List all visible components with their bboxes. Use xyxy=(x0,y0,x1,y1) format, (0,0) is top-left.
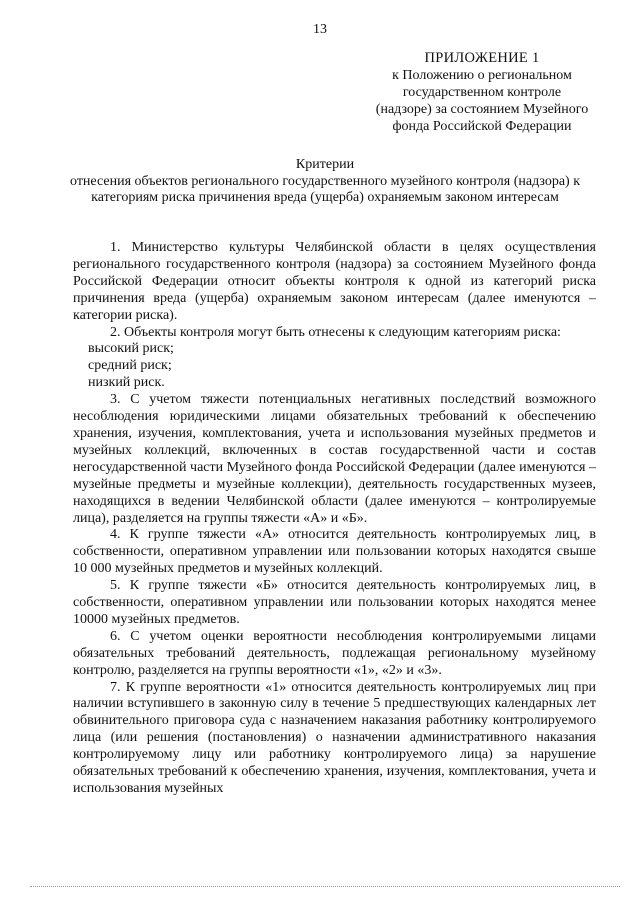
document-body xyxy=(73,240,596,798)
page-number: 13 xyxy=(313,22,327,37)
appendix-line: фонда Российской Федерации xyxy=(392,119,572,134)
criteria-subheading: отнесения объектов регионального государственного музейного контроля (надзора) к категориям риска причинения вреда (ущерба) охраняемым законом интересам xyxy=(70,173,580,205)
paragraph-6: 6. С учетом оценки вероятности несоблюдения контролируемыми лицами обязательных требований деятельность, подлежащая региональному музейному контролю, разделяется на группы вероятности «1», «2» и «3». xyxy=(73,628,596,678)
paragraph-7: 7. К группе вероятности «1» относится деятельность контролируемых лиц при наличии вступившего в законную силу в течение 5 предшествующих календарных лет обвинительного приговора суда с назначением наказания работнику контролируемого лица (или решения (постановления) о назначении административного наказания контролируемому лицу или работнику контролируемого лица) за нарушение обязательных требований к обеспечению хранения, изучения, комплектования, учета и использования музейных xyxy=(73,679,596,796)
paragraph-1: 1. Министерство культуры Челябинской области в целях осуществления регионального государственного контроля (надзора) за состоянием Музейного фонда Российской Федерации относит объекты контроля к одной из категорий риска причинения вреда (ущерба) охраняемым законом интересам (далее именуются – категории риска). xyxy=(73,240,596,323)
paragraph-2: 2. Объекты контроля могут быть отнесены к следующим категориям риска: xyxy=(110,324,561,340)
criteria-heading-block xyxy=(70,157,580,207)
paragraph-3: 3. С учетом тяжести потенциальных негативных последствий возможного несоблюдения юридическими лицами обязательных требований к обеспечению хранения, изучения, комплектования, учета и использования музейных предметов и музейных коллекций, включенных в состав государственной части и состав негосударственной части Музейного фонда Российской Федерации (далее именуются – музейные предметы и музейные коллекции), деятельность государственных музеев, находящихся в ведении Челябинской области (далее именуются – контролируемые лица), разделяется на группы тяжести «А» и «Б». xyxy=(73,392,596,526)
appendix-title: ПРИЛОЖЕНИЕ 1 xyxy=(424,50,540,66)
criteria-heading: Критерии xyxy=(295,157,355,172)
paragraph-5: 5. К группе тяжести «Б» относится деятельность контролируемых лиц, в собственности, оперативном управлении или пользовании которых находятся менее 10000 музейных предметов. xyxy=(73,578,596,627)
appendix-line: государственном контроле xyxy=(402,85,562,100)
risk-list-item-high: высокий риск; xyxy=(88,341,174,357)
risk-list-item-low: низкий риск. xyxy=(88,375,165,391)
risk-list-item-medium: средний риск; xyxy=(88,358,172,374)
footer-rule xyxy=(30,886,620,887)
appendix-line: (надзоре) за состоянием Музейного xyxy=(375,102,589,117)
appendix-block xyxy=(342,50,622,135)
paragraph-4: 4. К группе тяжести «А» относится деятельность контролируемых лиц, в собственности, оперативном управлении или пользовании которых находятся свыше 10 000 музейных предметов и музейных коллекций. xyxy=(73,527,596,577)
appendix-line: к Положению о региональном xyxy=(392,68,572,83)
